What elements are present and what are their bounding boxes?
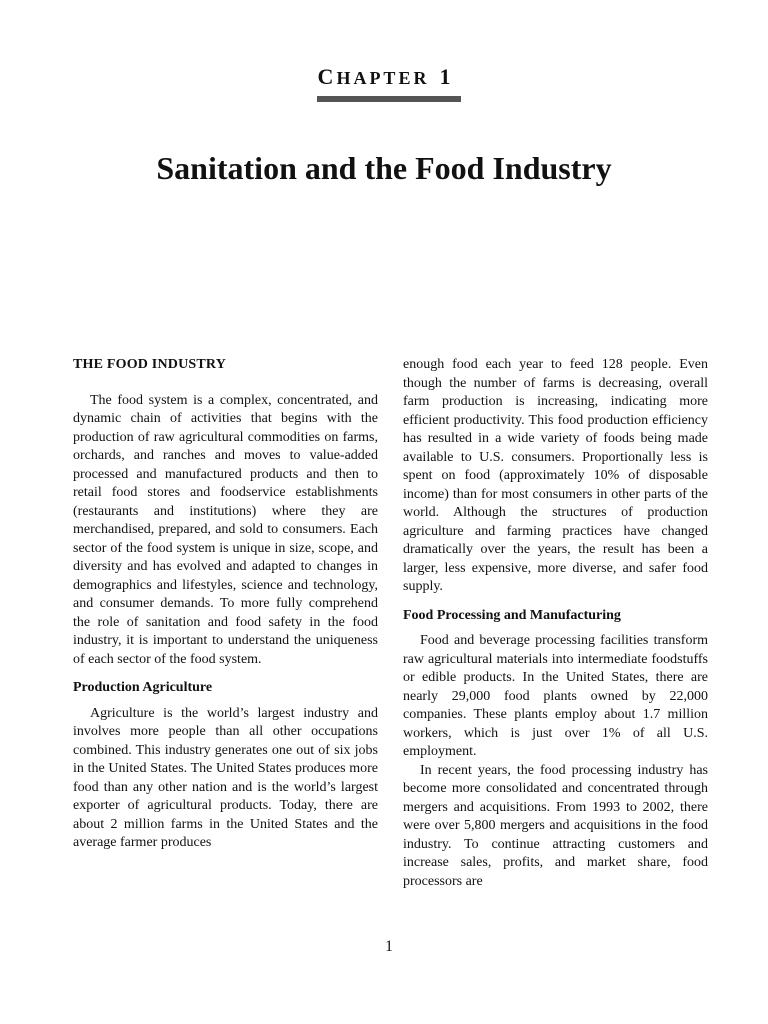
- chapter-number: 1: [439, 64, 451, 89]
- section-heading-food-industry: THE FOOD INDUSTRY: [73, 357, 227, 372]
- processing-paragraph-1: Food and beverage processing facilities transform raw agricultural materials into intermediate foodstuffs or edible products. In the United States, there are nearly 29,000 food plants owned by 22,000 companies. These plants employ about 1.7 million workers, which is just over 1% of all U.S. employment.: [403, 633, 708, 759]
- page-number: 1: [385, 938, 393, 955]
- left-column: [73, 356, 378, 853]
- right-column: [403, 356, 708, 891]
- chapter-label-initial: C: [317, 64, 337, 89]
- processing-paragraph-2: In recent years, the food processing industry has become more consolidated and concentrated through mergers and acquisitions. From 1993 to 2002, there were over 5,800 mergers and acquisitions in the food industry. To continue attracting customers and increase sales, profits, and market share, food processors are: [403, 762, 708, 889]
- subheading-production-agriculture: Production Agriculture: [73, 680, 213, 695]
- continuation-paragraph: enough food each year to feed 128 people. Even though the number of farms is decreasing, overall farm production is increasing, indicating more efficient productivity. This food production efficiency has resulted in a wide variety of foods being made available to U.S. consumers. Proportionally less is spent on food (approximately 10% of disposable income) than for most consumers in other parts of the world. Although the structures of production agriculture and farming practices have changed dramatically over the years, the result has been a larger, less expensive, more diverse, and safer food supply.: [403, 357, 708, 594]
- chapter-title: Sanitation and the Food Industry: [156, 150, 612, 186]
- subheading-food-processing: Food Processing and Manufacturing: [403, 607, 621, 623]
- agriculture-paragraph: Agriculture is the world’s largest industry and involves more people than all other occupations combined. This industry generates one out of six jobs in the United States. The United States produces more food than any other nation and is the world’s largest exporter of agricultural products. Today, there are about 2 million farms in the United States and the average farmer produces: [73, 705, 378, 850]
- intro-paragraph: The food system is a complex, concentrated, and dynamic chain of activities that begins with the production of raw agricultural commodities on farms, orchards, and ranches and moves to value-added processed and manufactured products and then to retail food stores and foodservice establishments (restaurants and institutions) where they are merchandised, prepared, and sold to consumers. Each sector of the food system is unique in size, scope, and diversity and has evolved and adapted to changes in demographics and lifestyles, science and technology, and consumer demands. To more fully comprehend the role of sanitation and food safety in the food industry, it is important to understand the uniqueness of each sector of the food system.: [73, 392, 378, 667]
- chapter-rule: [317, 96, 461, 102]
- chapter-label: [0, 64, 768, 90]
- chapter-label-rest: HAPTER: [336, 68, 430, 88]
